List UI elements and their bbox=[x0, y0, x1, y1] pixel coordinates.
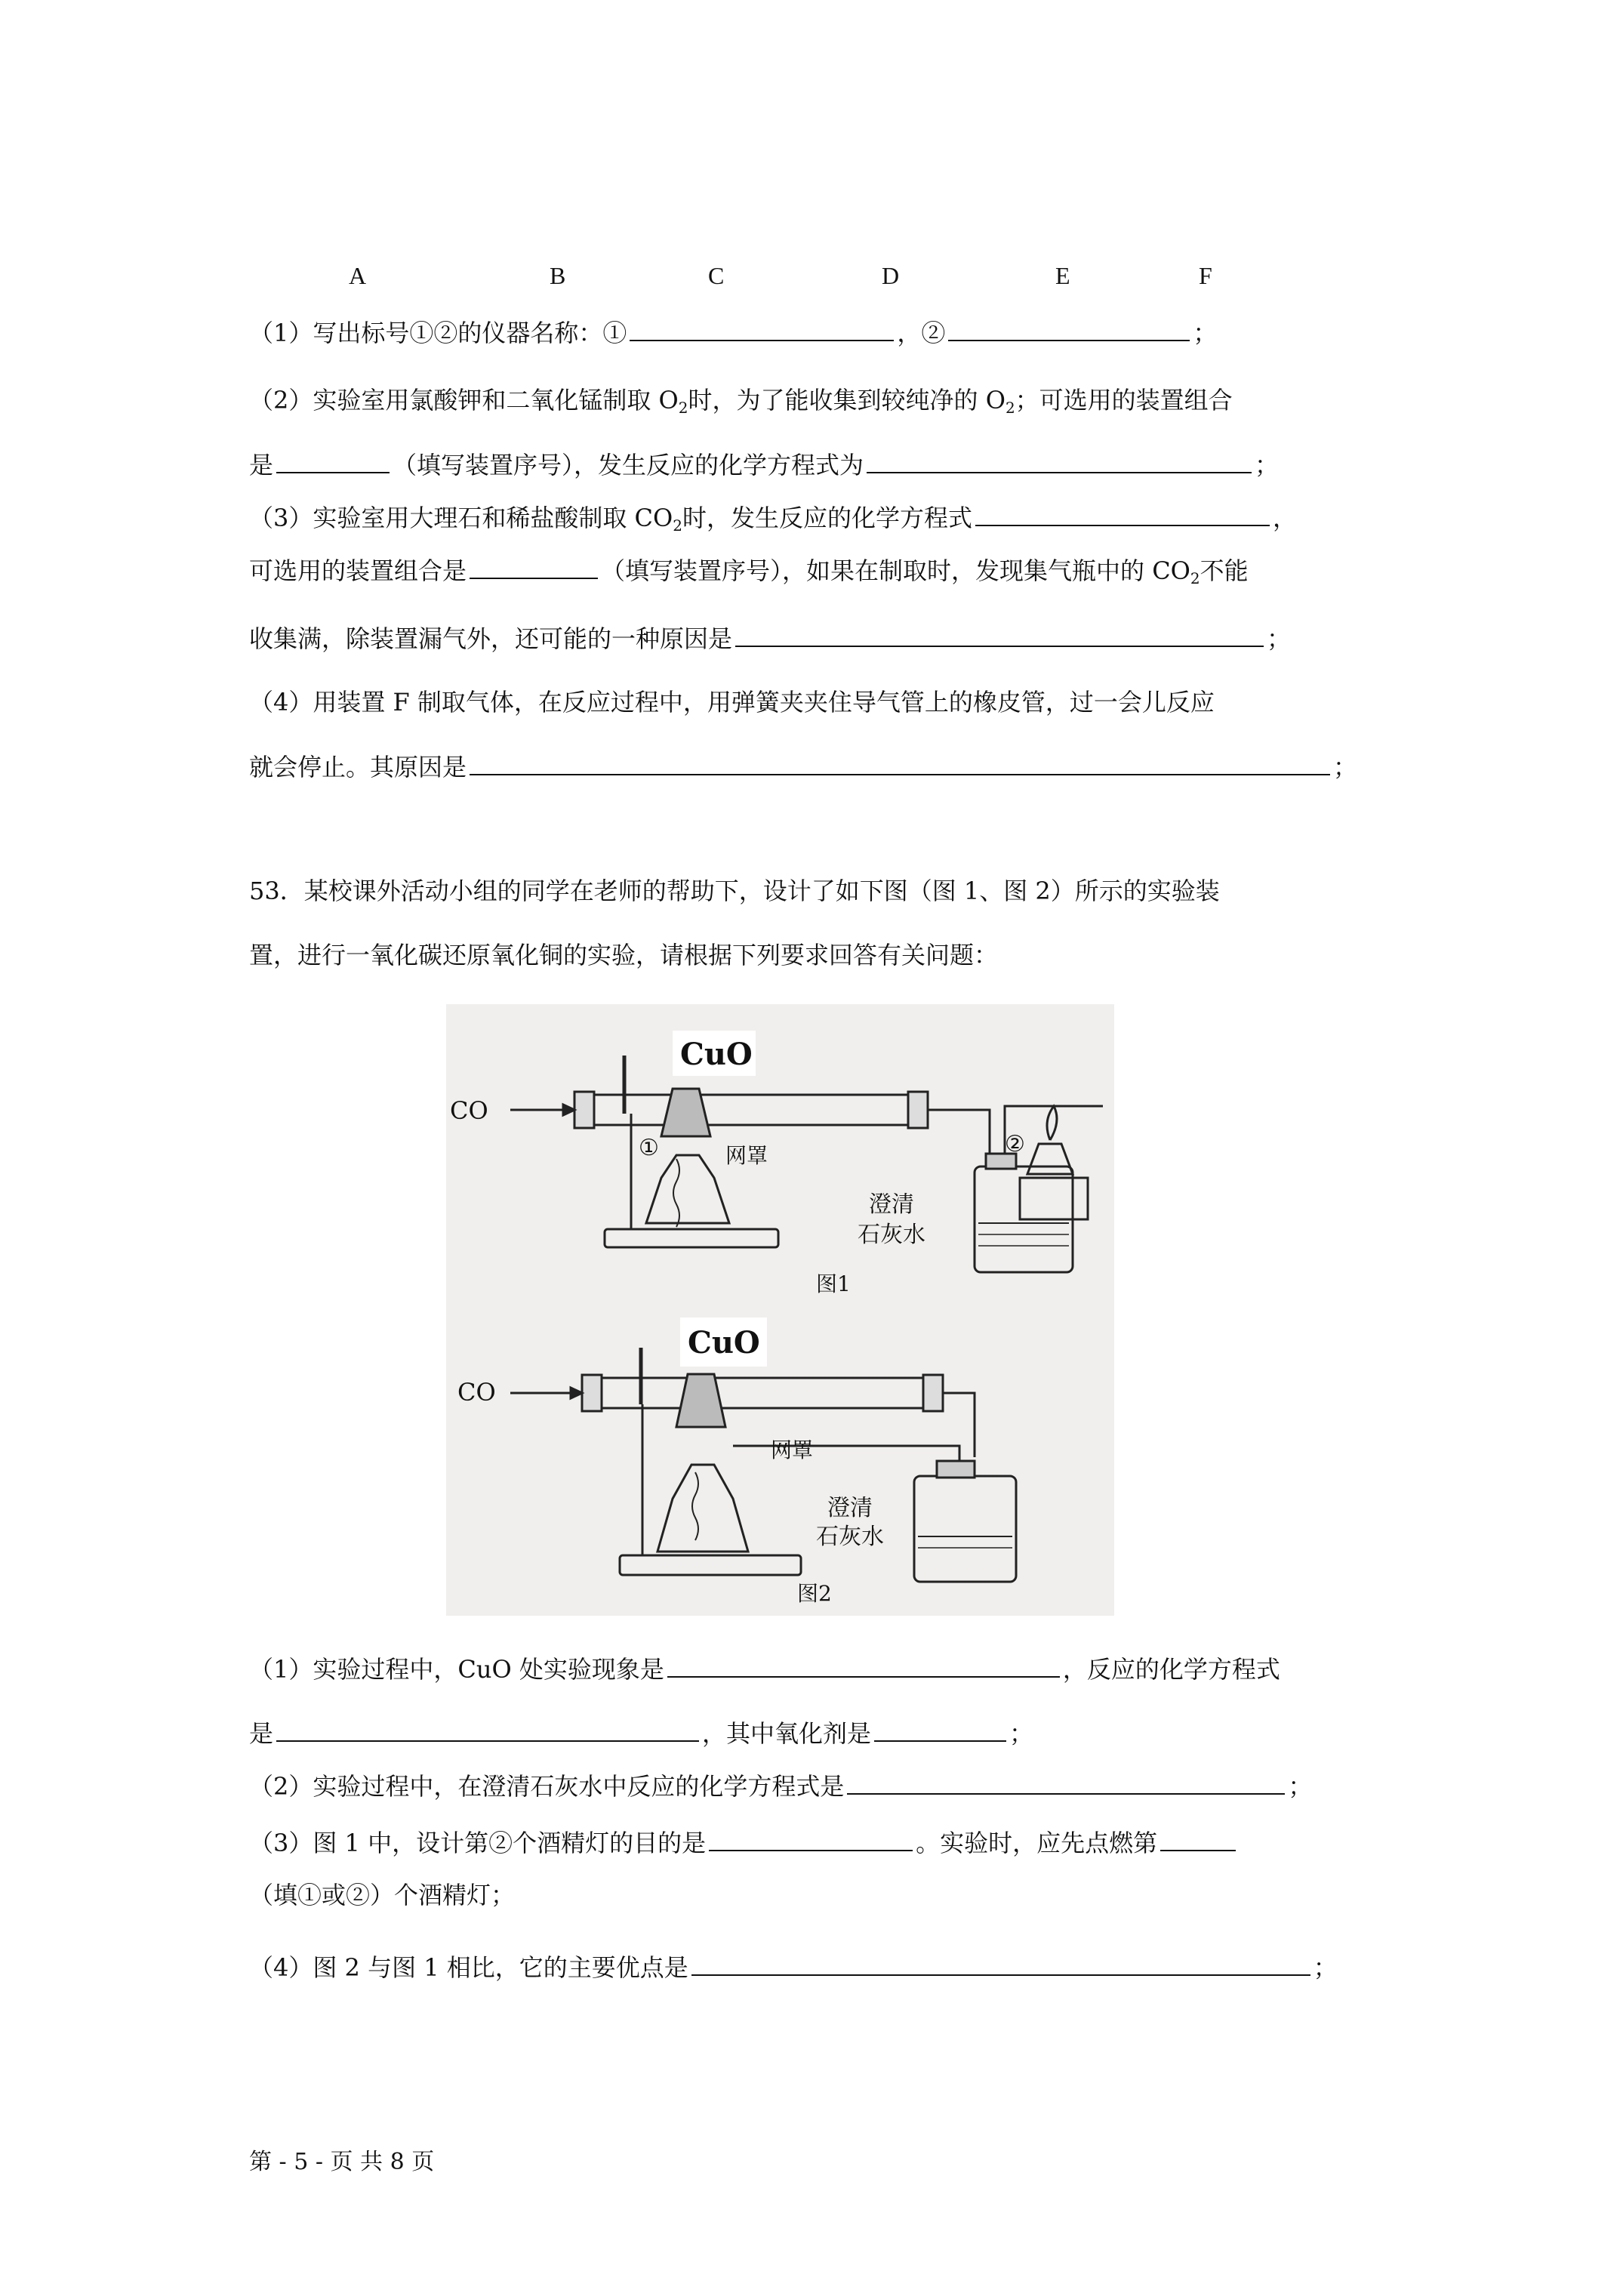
q53-part3-line1: （3）图 1 中，设计第②个酒精灯的目的是 。实验时，应先点燃第 bbox=[249, 1827, 1239, 1858]
q53-part1-line1: （1）实验过程中，CuO 处实验现象是 ，反应的化学方程式 bbox=[249, 1655, 1280, 1684]
q52-part3-line3: 收集满，除装置漏气外，还可能的一种原因是 ； bbox=[249, 624, 1292, 653]
fig2-lamp bbox=[658, 1465, 748, 1552]
fig2-limewater-label-2: 石灰水 bbox=[816, 1524, 884, 1550]
q52-part2-line1: （2）实验室用氯酸钾和二氧化锰制取 $O_2$时，为了能收集到较纯净的 $O_2$；可选用的装置组合 bbox=[249, 386, 1233, 417]
fig1-cuo-label: CuO bbox=[680, 1037, 753, 1072]
answer-blank-4[interactable] bbox=[867, 449, 1252, 473]
fig2-caption: 图2 bbox=[797, 1581, 832, 1606]
q53-part2: （2）实验过程中，在澄清石灰水中反应的化学方程式是 ； bbox=[249, 1772, 1313, 1801]
fig1-tube bbox=[582, 1095, 918, 1125]
q53-intro-line1: 53．某校课外活动小组的同学在老师的帮助下，设计了如下图（图 1、图 2）所示的实验装 bbox=[249, 877, 1220, 905]
fig1-lamp2 bbox=[1027, 1144, 1073, 1174]
q52-part4-line1: （4）用装置 F 制取气体，在反应过程中，用弹簧夹夹住导气管上的橡皮管，过一会儿反应 bbox=[249, 688, 1215, 717]
q53-intro-line2: 置，进行一氧化碳还原氧化铜的实验，请根据下列要求回答有关问题： bbox=[249, 941, 999, 969]
page-footer: 第 - 5 - 页 共 8 页 bbox=[249, 2149, 435, 2175]
q52-part1: （1）写出标号①②的仪器名称：① ，② ； bbox=[249, 319, 1218, 347]
answer-blank-10[interactable] bbox=[276, 1718, 699, 1742]
fig2-limewater-label-1: 澄清 bbox=[827, 1495, 873, 1521]
label-b: B bbox=[550, 262, 566, 289]
q52-part3-line1: （3）实验室用大理石和稀盐酸制取 $CO_2$时，发生反应的化学方程式 ， bbox=[249, 504, 1298, 535]
fig2-cuo-label: CuO bbox=[688, 1325, 760, 1361]
fig1-lamp1-label: ① bbox=[639, 1135, 659, 1161]
q53-part4: （4）图 2 与图 1 相比，它的主要优点是 ； bbox=[249, 1953, 1338, 1982]
fig1-caption: 图1 bbox=[816, 1271, 851, 1296]
answer-blank-14[interactable] bbox=[1160, 1827, 1236, 1851]
fig1-lamp2-label: ② bbox=[1005, 1131, 1025, 1157]
q52-part2-line2: 是 （填写装置序号），发生反应的化学方程式为 ； bbox=[249, 451, 1280, 479]
fig1-limewater-label-2: 石灰水 bbox=[858, 1222, 925, 1248]
fig1-mesh-label: 网罩 bbox=[725, 1143, 768, 1168]
fig1-wood-block bbox=[1020, 1178, 1088, 1219]
label-a: A bbox=[349, 262, 367, 289]
fig2-mesh-cover bbox=[676, 1374, 725, 1427]
apparatus-figure bbox=[446, 1004, 1114, 1616]
apparatus-diagram bbox=[446, 1004, 1114, 1616]
fig2-bottle bbox=[914, 1476, 1016, 1582]
q53-part3-line2: （填①或②）个酒精灯； bbox=[249, 1881, 516, 1909]
fig2-mesh-label: 网罩 bbox=[771, 1438, 814, 1462]
answer-blank-13[interactable] bbox=[709, 1827, 913, 1851]
fig1-stand-base bbox=[605, 1229, 778, 1247]
answer-blank-8[interactable] bbox=[470, 751, 1330, 775]
fig2-co-label: CO bbox=[457, 1378, 496, 1407]
answer-blank-2[interactable] bbox=[948, 317, 1190, 341]
q52-part3-line2: 可选用的装置组合是 （填写装置序号），如果在制取时，发现集气瓶中的 $CO_2$不能 bbox=[249, 556, 1249, 587]
q52-part4-line2: 就会停止。其原因是 ； bbox=[249, 753, 1358, 781]
q53-part1-line2: 是 ，其中氧化剂是 ； bbox=[249, 1719, 1034, 1748]
fig1-lamp1 bbox=[646, 1155, 729, 1223]
label-e: E bbox=[1055, 262, 1070, 289]
fig1-co-label: CO bbox=[450, 1096, 488, 1125]
apparatus-labels bbox=[0, 260, 1623, 291]
answer-blank-1[interactable] bbox=[630, 317, 894, 341]
label-f: F bbox=[1199, 262, 1212, 289]
fig2-stand-base bbox=[620, 1555, 801, 1575]
answer-blank-6[interactable] bbox=[470, 555, 598, 579]
answer-blank-9[interactable] bbox=[667, 1653, 1060, 1678]
label-d: D bbox=[882, 262, 900, 289]
answer-blank-15[interactable] bbox=[691, 1952, 1310, 1976]
fig1-limewater-label-1: 澄清 bbox=[869, 1191, 914, 1218]
answer-blank-5[interactable] bbox=[975, 502, 1270, 526]
answer-blank-11[interactable] bbox=[874, 1718, 1006, 1742]
answer-blank-3[interactable] bbox=[276, 449, 390, 473]
answer-blank-12[interactable] bbox=[847, 1771, 1285, 1795]
answer-blank-7[interactable] bbox=[735, 623, 1264, 647]
label-c: C bbox=[708, 262, 725, 289]
